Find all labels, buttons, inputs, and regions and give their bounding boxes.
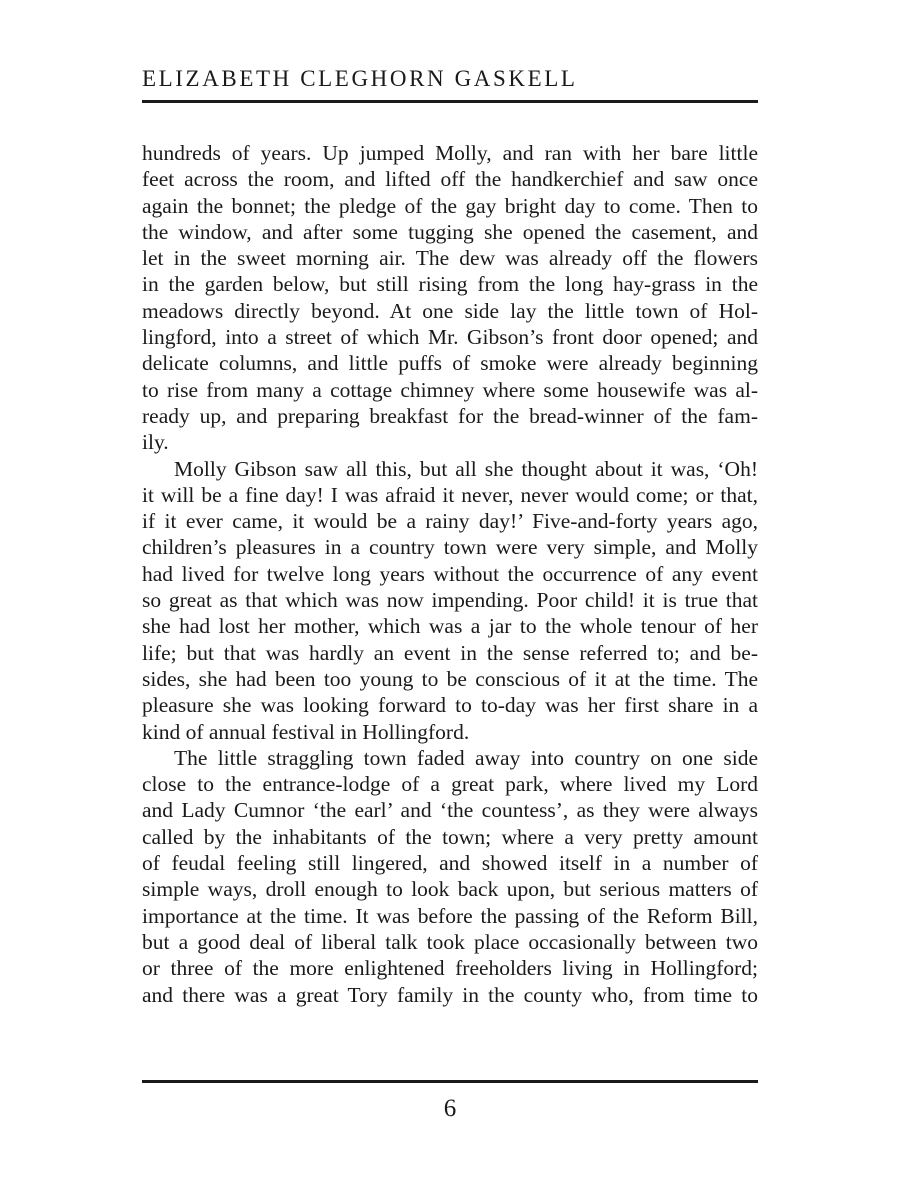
running-head: ELIZABETH CLEGHORN GASKELL bbox=[142, 66, 578, 91]
header-rule bbox=[142, 100, 758, 103]
text-line: importance at the time. It was before the passing of the Reform Bill, bbox=[142, 903, 758, 928]
text-line: if it ever came, it would be a rainy day!’ Five-and-forty years ago, bbox=[142, 509, 758, 534]
text-line: or three of the more enlightened freeholders living in Hollingford; bbox=[142, 956, 758, 981]
text-line: called by the inhabitants of the town; where a very pretty amount bbox=[142, 824, 758, 849]
text-line: it will be a fine day! I was afraid it never, never would come; or that, bbox=[142, 482, 758, 507]
text-line: kind of annual festival in Hollingford. bbox=[142, 719, 470, 744]
text-line: feet across the room, and lifted off the handkerchief and saw once bbox=[142, 167, 758, 192]
paragraph bbox=[142, 456, 758, 745]
text-line: and Lady Cumnor ‘the earl’ and ‘the countess’, as they were always bbox=[142, 798, 758, 823]
text-line: the window, and after some tugging she opened the casement, and bbox=[142, 219, 758, 244]
text-line: life; but that was hardly an event in the sense referred to; and be- bbox=[142, 640, 758, 665]
paragraph bbox=[142, 745, 758, 1008]
text-line: children’s pleasures in a country town were very simple, and Molly bbox=[142, 535, 758, 560]
text-line: ready up, and preparing breakfast for the bread-winner of the fam- bbox=[142, 403, 758, 428]
text-line: of feudal feeling still lingered, and showed itself in a number of bbox=[142, 851, 758, 876]
footer-rule bbox=[142, 1080, 758, 1083]
text-line: The little straggling town faded away into country on one side bbox=[174, 745, 758, 770]
text-line: hundreds of years. Up jumped Molly, and ran with her bare little bbox=[142, 141, 758, 165]
body-text bbox=[142, 140, 758, 1008]
page-number: 6 bbox=[443, 1095, 457, 1122]
text-line: delicate columns, and little puffs of smoke were already beginning bbox=[142, 351, 758, 376]
text-line: had lived for twelve long years without the occurrence of any event bbox=[142, 561, 758, 586]
text-line: again the bonnet; the pledge of the gay bright day to come. Then to bbox=[142, 193, 758, 218]
text-line: but a good deal of liberal talk took place occasionally between two bbox=[142, 929, 758, 954]
text-line: meadows directly beyond. At one side lay the little town of Hol- bbox=[142, 298, 758, 323]
text-line: Molly Gibson saw all this, but all she thought about it was, ‘Oh! bbox=[174, 456, 758, 481]
paragraph bbox=[142, 140, 758, 456]
text-line: she had lost her mother, which was a jar to the whole tenour of her bbox=[142, 614, 758, 639]
text-line: to rise from many a cottage chimney where some housewife was al- bbox=[142, 377, 758, 402]
text-line: lingford, into a street of which Mr. Gibson’s front door opened; and bbox=[142, 325, 758, 350]
text-line: sides, she had been too young to be conscious of it at the time. The bbox=[142, 666, 758, 691]
text-line: simple ways, droll enough to look back upon, but serious matters of bbox=[142, 877, 758, 902]
text-line: let in the sweet morning air. The dew was already off the flowers bbox=[142, 246, 758, 271]
text-line: so great as that which was now impending. Poor child! it is true that bbox=[142, 588, 758, 613]
text-line: pleasure she was looking forward to to-day was her first share in a bbox=[142, 693, 758, 718]
text-line: close to the entrance-lodge of a great park, where lived my Lord bbox=[142, 772, 758, 797]
text-line: in the garden below, but still rising from the long hay-grass in the bbox=[142, 272, 758, 297]
text-line: and there was a great Tory family in the county who, from time to bbox=[142, 982, 758, 1007]
text-line: ily. bbox=[142, 430, 169, 455]
